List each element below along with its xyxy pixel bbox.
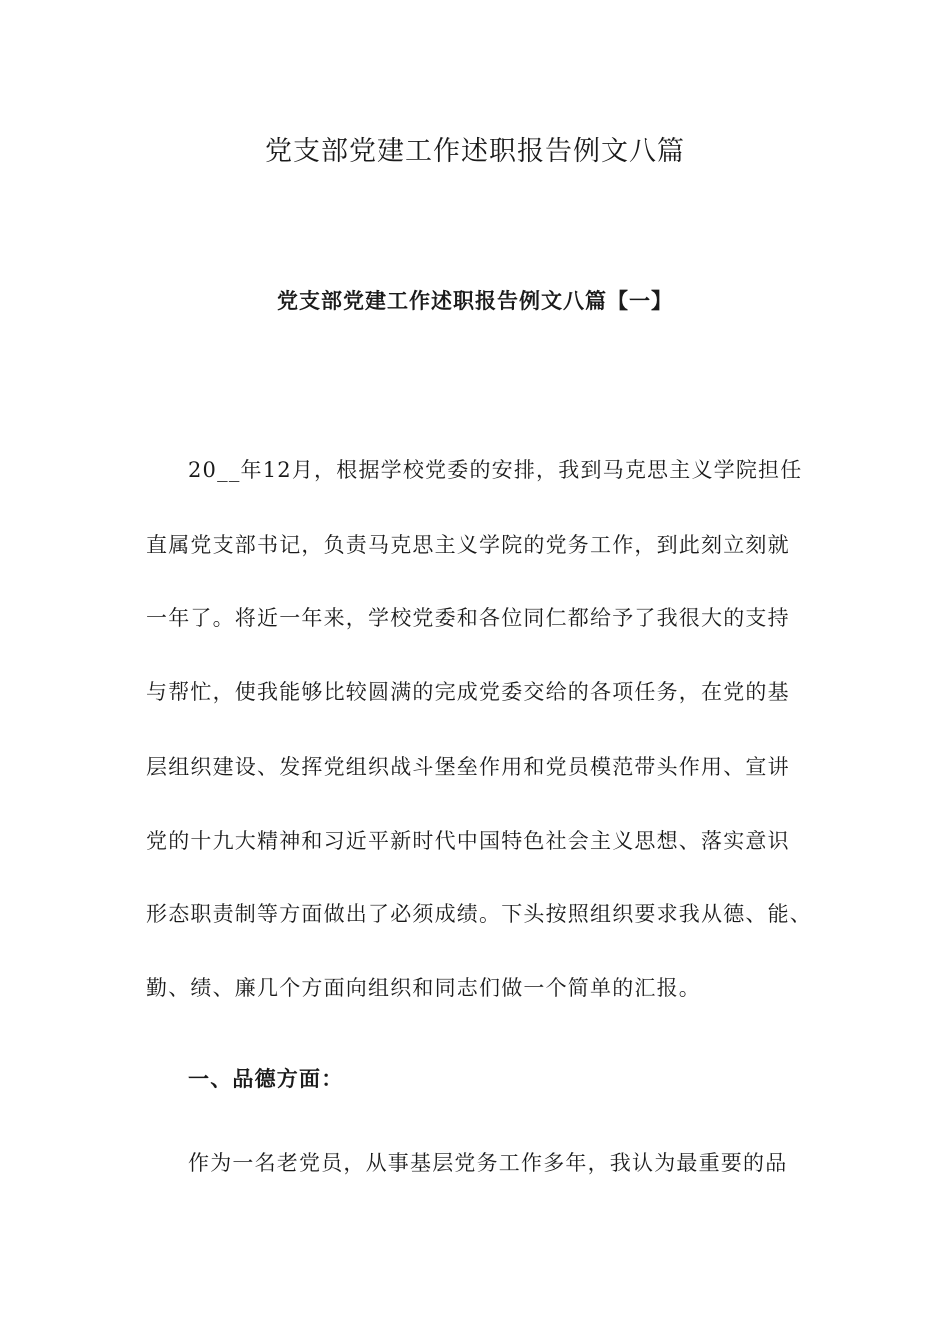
- paragraph-line: 作为一名老党员，从事基层党务工作多年，我认为最重要的品: [188, 1151, 788, 1175]
- paragraph-line: 一年了。将近一年来，学校党委和各位同仁都给予了我很大的支持: [146, 606, 790, 630]
- document-title: 党支部党建工作述职报告例文八篇: [265, 136, 685, 167]
- section-subtitle: 党支部党建工作述职报告例文八篇【一】: [277, 288, 673, 313]
- paragraph-line: 与帮忙，使我能够比较圆满的完成党委交给的各项任务，在党的基: [146, 680, 790, 704]
- paragraph-line: 形态职责制等方面做出了必须成绩。下头按照组织要求我从德、能、: [146, 902, 812, 926]
- paragraph-line: 20__年12月，根据学校党委的安排，我到马克思主义学院担任: [188, 458, 803, 482]
- paragraph-line: 直属党支部书记，负责马克思主义学院的党务工作，到此刻立刻就: [146, 533, 790, 557]
- section-heading: 一、品德方面：: [188, 1066, 344, 1091]
- paragraph-line: 层组织建设、发挥党组织战斗堡垒作用和党员模范带头作用、宣讲: [146, 755, 790, 779]
- paragraph-line: 党的十九大精神和习近平新时代中国特色社会主义思想、落实意识: [146, 829, 790, 853]
- paragraph-line: 勤、绩、廉几个方面向组织和同志们做一个简单的汇报。: [146, 976, 701, 1000]
